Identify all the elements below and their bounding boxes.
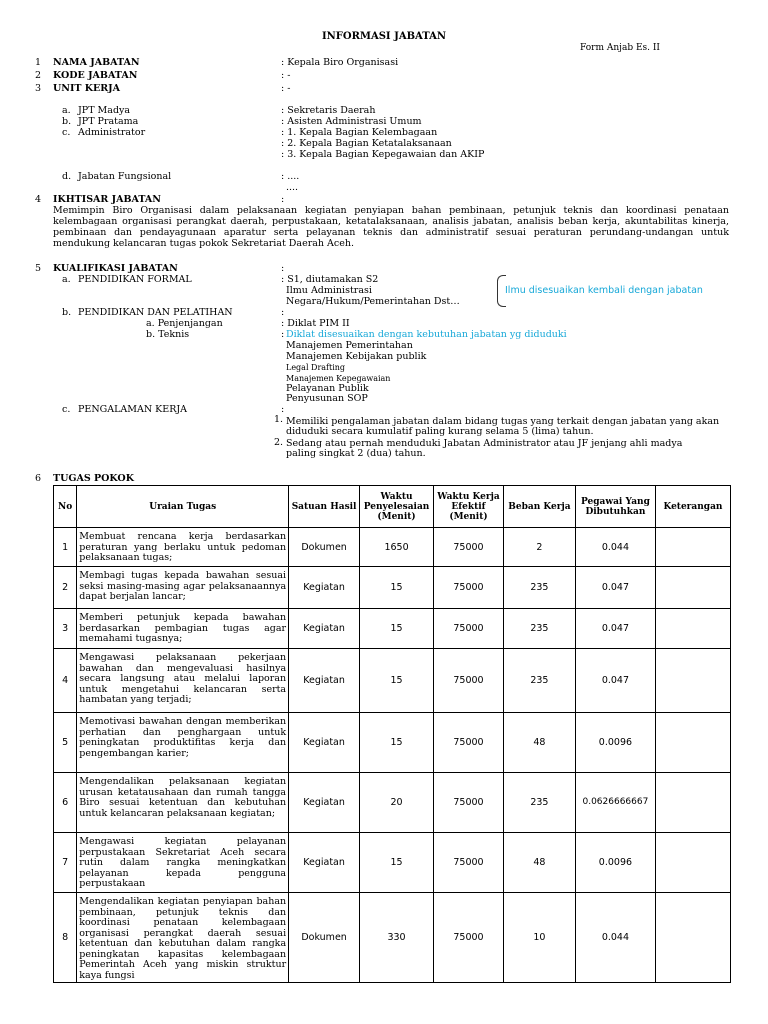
teknis-item: Manajemen Kebijakan publik [286,351,427,362]
column-header: Pegawai Yang Dibutuhkan [575,486,655,528]
cell-pegawai: 0.047 [575,649,655,713]
field-number: 2 [35,70,42,81]
field-value: : - [281,83,291,94]
formal-value: Negara/Hukum/Pemerintahan Dst… [286,296,460,307]
cell-uraian: Mengawasi pelaksanaan pekerjaan bawahan dan mengevaluasi hasilnya secara langsung atau melalui laporan untuk mengetahui kelancaran serta hambatan yang terjadi; [77,649,289,713]
field-value: : - [281,70,291,81]
cell-no: 8 [54,893,77,983]
cell-beban: 235 [503,773,575,833]
cell-pegawai: 0.047 [575,567,655,609]
sub-letter: a. [62,274,71,285]
teknis-label: b. Teknis [146,329,190,340]
sub-label: PENDIDIKAN FORMAL [78,274,192,285]
cell-efektif: 75000 [434,773,504,833]
cell-no: 5 [54,713,77,773]
pengalaman-text: Sedang atau pernah menduduki Jabatan Administrator atau JF jenjang ahli madya [286,438,683,449]
section-label: TUGAS POKOK [53,473,134,484]
field-label: NAMA JABATAN [53,57,140,68]
section-number: 5 [35,263,42,274]
table-row [54,713,731,773]
penjenjangan-value: : Diklat PIM II [281,318,350,329]
field-number: 1 [35,57,42,68]
table-row [54,609,731,649]
cell-uraian: Memotivasi bawahan dengan memberikan perhatian dan penghargaan untuk peningkatan produktifitas kerja dan pengembangan karier; [77,713,289,773]
column-header: No [54,486,77,528]
column-header: Keterangan [655,486,730,528]
cell-efektif: 75000 [434,567,504,609]
field-label: UNIT KERJA [53,83,121,94]
cell-pegawai: 0.0096 [575,713,655,773]
section-colon: : [281,263,285,274]
cell-uraian: Mengawasi kegiatan pelayanan perpustakaan Sekretariat Aceh secara rutin dalam rangka meningkatkan pelayanan kepada pengguna perpustakaan [77,833,289,893]
ikhtisar-text: Memimpin Biro Organisasi dalam pelaksanaan kegiatan penyiapan bahan pembinaan, petunjuk teknis dan koordinasi penataan kelembagaan organisasi perangkat daerah, perpustakaan, ketatalaksanaan, analisis jabatan, analisis beban kerja, akuntabilitas kinerja, pembinaan dan pendayagunaan aparatur serta pelayanan teknis dan administratif sesuai peraturan perundang-undangan untuk mendukung kelancaran tugas pokok Sekretariat Daerah Aceh. [53,205,729,249]
field-value: : Kepala Biro Organisasi [281,57,399,68]
cell-satuan: Kegiatan [289,713,360,773]
table-row [54,893,731,983]
sub-value: : Asisten Administrasi Umum [281,116,422,127]
section-label: IKHTISAR JABATAN [53,194,161,205]
sub-label: Administrator [78,127,146,138]
cell-efektif: 75000 [434,713,504,773]
tugas-pokok-table [53,485,731,983]
table-row [54,773,731,833]
table-row [54,528,731,567]
sub-letter: b. [62,307,72,318]
cell-uraian: Membagi tugas kepada bawahan sesuai seksi masing-masing agar pelaksanaannya dapat berjalan lancar; [77,567,289,609]
sub-letter: a. [62,105,71,116]
cell-pegawai: 0.0096 [575,833,655,893]
cell-efektif: 75000 [434,833,504,893]
cell-no: 6 [54,773,77,833]
column-header: Waktu Penyelesaian (Menit) [360,486,434,528]
pengalaman-number: 2. [274,437,284,448]
cell-waktu: 15 [360,567,434,609]
sub-letter: c. [62,127,71,138]
cell-keterangan [655,609,730,649]
cell-keterangan [655,833,730,893]
pengalaman-text: paling singkat 2 (dua) tahun. [286,448,426,459]
cell-satuan: Kegiatan [289,567,360,609]
cell-waktu: 330 [360,893,434,983]
cell-efektif: 75000 [434,649,504,713]
cell-beban: 48 [503,833,575,893]
pengalaman-text: Memiliki pengalaman jabatan dalam bidang tugas yang terkait dengan jabatan yang akan [286,416,720,427]
table-row [54,833,731,893]
sub-label: PENGALAMAN KERJA [78,404,188,415]
cell-no: 7 [54,833,77,893]
section-number: 6 [35,473,42,484]
penjenjangan-label: a. Penjenjangan [146,318,223,329]
cell-beban: 48 [503,713,575,773]
sub-letter: b. [62,116,72,127]
sub-label: JPT Pratama [78,116,139,127]
cell-no: 3 [54,609,77,649]
cell-no: 2 [54,567,77,609]
cell-uraian: Mengendalikan kegiatan penyiapan bahan pembinaan, petunjuk teknis dan koordinasi penataan kelembagaan organisasi perangkat daerah sesuai ketentuan dan kebutuhan dalam rangka peningkatan kapasitas kelembagaan Pemerintah Aceh yang miskin struktur kaya fungsi [77,893,289,983]
cell-beban: 235 [503,649,575,713]
cell-satuan: Dokumen [289,528,360,567]
cell-beban: 2 [503,528,575,567]
cell-satuan: Kegiatan [289,773,360,833]
section-number: 4 [35,194,42,205]
cell-waktu: 15 [360,713,434,773]
column-header: Waktu Kerja Efektif (Menit) [434,486,504,528]
teknis-item: Penyusunan SOP [286,393,368,404]
cell-satuan: Kegiatan [289,649,360,713]
table-row [54,649,731,713]
cell-efektif: 75000 [434,609,504,649]
cell-keterangan [655,893,730,983]
page-title: INFORMASI JABATAN [321,31,447,42]
cell-keterangan [655,773,730,833]
sub-value: : .... [281,171,300,182]
cell-waktu: 15 [360,609,434,649]
sub-colon: : [281,404,285,415]
cell-keterangan [655,649,730,713]
cell-satuan: Dokumen [289,893,360,983]
cell-waktu: 15 [360,649,434,713]
cell-no: 1 [54,528,77,567]
cell-no: 4 [54,649,77,713]
cell-beban: 235 [503,567,575,609]
cell-satuan: Kegiatan [289,609,360,649]
sub-value: : Sekretaris Daerah [281,105,376,116]
field-label: KODE JABATAN [53,70,138,81]
cell-uraian: Memberi petunjuk kepada bawahan berdasarkan pembagian tugas agar memahami tugasnya; [77,609,289,649]
teknis-item: Manajemen Kepegawaian [286,374,391,383]
cell-pegawai: 0.0626666667 [575,773,655,833]
cell-efektif: 75000 [434,528,504,567]
teknis-note: Diklat disesuaikan dengan kebutuhan jabatan yg diduduki [286,329,567,340]
formal-value: Ilmu Administrasi [286,285,372,296]
cell-uraian: Membuat rencana kerja berdasarkan peraturan yang berlaku untuk pedoman pelaksanaan tugas; [77,528,289,567]
sub-value: .... [286,182,299,193]
cell-beban: 10 [503,893,575,983]
cell-waktu: 20 [360,773,434,833]
sub-label: Jabatan Fungsional [78,171,172,182]
column-header: Satuan Hasil [289,486,360,528]
section-label: KUALIFIKASI JABATAN [53,263,178,274]
table-header-row [54,486,731,528]
cell-pegawai: 0.044 [575,893,655,983]
sub-colon: : [281,307,285,318]
table-row [54,567,731,609]
cell-keterangan [655,713,730,773]
formal-note: Ilmu disesuaikan kembali dengan jabatan [505,285,703,296]
sub-label: PENDIDIKAN DAN PELATIHAN [78,307,233,318]
teknis-colon: : [281,329,285,340]
cell-waktu: 15 [360,833,434,893]
sub-letter: d. [62,171,72,182]
pengalaman-text: diduduki secara kumulatif paling kurang selama 5 (lima) tahun. [286,426,594,437]
section-colon: : [281,194,285,205]
cell-beban: 235 [503,609,575,649]
cell-keterangan [655,528,730,567]
column-header: Uraian Tugas [77,486,289,528]
column-header: Beban Kerja [503,486,575,528]
cell-satuan: Kegiatan [289,833,360,893]
sub-value: : 3. Kepala Bagian Kepegawaian dan AKIP [281,149,485,160]
sub-label: JPT Madya [78,105,131,116]
sub-value: : 2. Kepala Bagian Ketatalaksanaan [281,138,452,149]
cell-uraian: Mengendalikan pelaksanaan kegiatan urusan ketatausahaan dan rumah tangga Biro sesuai ketentuan dan kebutuhan untuk kelancaran pelaksanaan kegiatan; [77,773,289,833]
cell-pegawai: 0.047 [575,609,655,649]
teknis-item: Manajemen Pemerintahan [286,340,413,351]
cell-efektif: 75000 [434,893,504,983]
pengalaman-number: 1. [274,414,284,425]
form-code: Form Anjab Es. II [580,43,660,53]
teknis-item: Pelayanan Publik [286,383,369,394]
sub-value: : 1. Kepala Bagian Kelembagaan [281,127,438,138]
teknis-item: Legal Drafting [286,363,346,372]
cell-pegawai: 0.044 [575,528,655,567]
field-number: 3 [35,83,42,94]
cell-keterangan [655,567,730,609]
sub-letter: c. [62,404,71,415]
cell-waktu: 1650 [360,528,434,567]
formal-value: : S1, diutamakan S2 [281,274,379,285]
